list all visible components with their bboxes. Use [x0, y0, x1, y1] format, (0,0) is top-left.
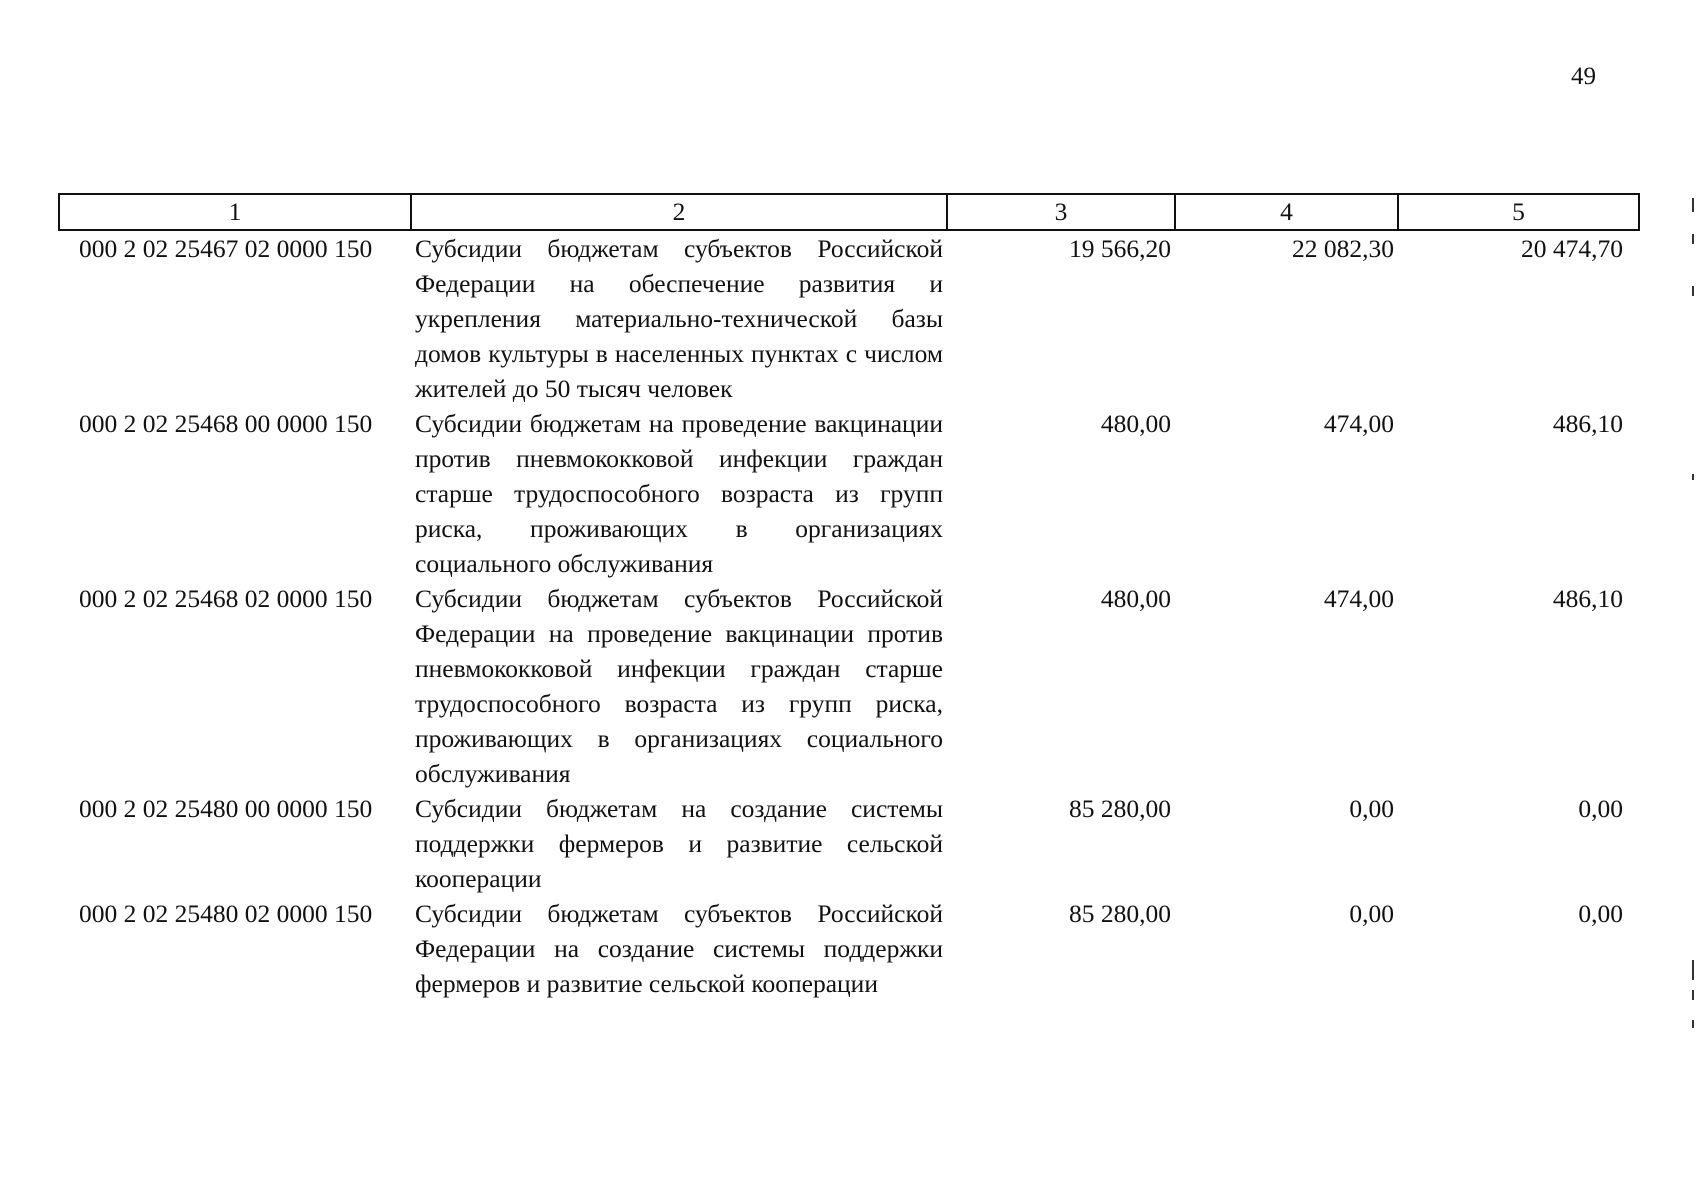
value-column-5: 0,00: [1578, 794, 1623, 823]
item-description: Субсидии бюджетам на проведение вакцинации против пневмококковой инфекции граждан старше трудоспособного возраста из групп риска, проживающих в организациях социального обслуживания: [415, 409, 943, 578]
budget-code: 000 2 02 25468 00 0000 150: [79, 409, 373, 438]
budget-code: 000 2 02 25468 02 0000 150: [79, 584, 373, 613]
scan-edge-marks: [1692, 190, 1696, 1030]
value-column-3: 480,00: [1100, 409, 1171, 438]
table-row: [59, 581, 1639, 791]
scan-edge-mark: [1692, 960, 1694, 980]
value-column-5: 0,00: [1578, 899, 1623, 928]
column-header-1: 1: [59, 194, 411, 230]
value-column-4: 22 082,30: [1292, 234, 1394, 263]
column-header-5: 5: [1398, 194, 1639, 230]
scan-edge-mark: [1692, 990, 1694, 1000]
value-column-3: 19 566,20: [1069, 234, 1171, 263]
budget-code: 000 2 02 25467 02 0000 150: [79, 234, 373, 263]
page-number: 49: [1571, 63, 1596, 90]
column-header-2: 2: [411, 194, 947, 230]
scan-edge-mark: [1692, 198, 1694, 212]
scan-edge-mark: [1692, 474, 1694, 480]
column-header-4: 4: [1175, 194, 1398, 230]
value-column-4: 474,00: [1323, 409, 1394, 438]
table-row: [59, 791, 1639, 896]
value-column-5: 486,10: [1552, 409, 1623, 438]
scan-edge-mark: [1692, 1020, 1694, 1028]
table-row: [59, 406, 1639, 581]
table-row: [59, 896, 1639, 1001]
item-description: Субсидии бюджетам на создание системы поддержки фермеров и развитие сельской кооперации: [415, 794, 943, 893]
value-column-4: 474,00: [1323, 584, 1394, 613]
table-row: [59, 230, 1639, 406]
scan-edge-mark: [1692, 286, 1694, 296]
value-column-5: 20 474,70: [1521, 234, 1623, 263]
value-column-5: 486,10: [1552, 584, 1623, 613]
budget-table: [58, 193, 1640, 1001]
value-column-3: 85 280,00: [1069, 794, 1171, 823]
value-column-3: 85 280,00: [1069, 899, 1171, 928]
table-body: [59, 230, 1639, 1001]
budget-code: 000 2 02 25480 00 0000 150: [79, 794, 373, 823]
item-description: Субсидии бюджетам субъектов Российской Федерации на создание системы поддержки фермеров и развитие сельской кооперации: [415, 899, 943, 998]
value-column-4: 0,00: [1349, 899, 1394, 928]
scan-edge-mark: [1692, 234, 1694, 244]
table-header: [59, 194, 1639, 230]
budget-code: 000 2 02 25480 02 0000 150: [79, 899, 373, 928]
value-column-3: 480,00: [1100, 584, 1171, 613]
value-column-4: 0,00: [1349, 794, 1394, 823]
column-header-3: 3: [947, 194, 1175, 230]
item-description: Субсидии бюджетам субъектов Российской Федерации на проведение вакцинации против пневмококковой инфекции граждан старше трудоспособного возраста из групп риска, проживающих в организациях социального обслуживания: [415, 584, 943, 788]
table-header-row: [59, 194, 1639, 230]
item-description: Субсидии бюджетам субъектов Российской Федерации на обеспечение развития и укрепления материально-технической базы домов культуры в населенных пунктах с числом жителей до 50 тысяч человек: [415, 234, 943, 403]
